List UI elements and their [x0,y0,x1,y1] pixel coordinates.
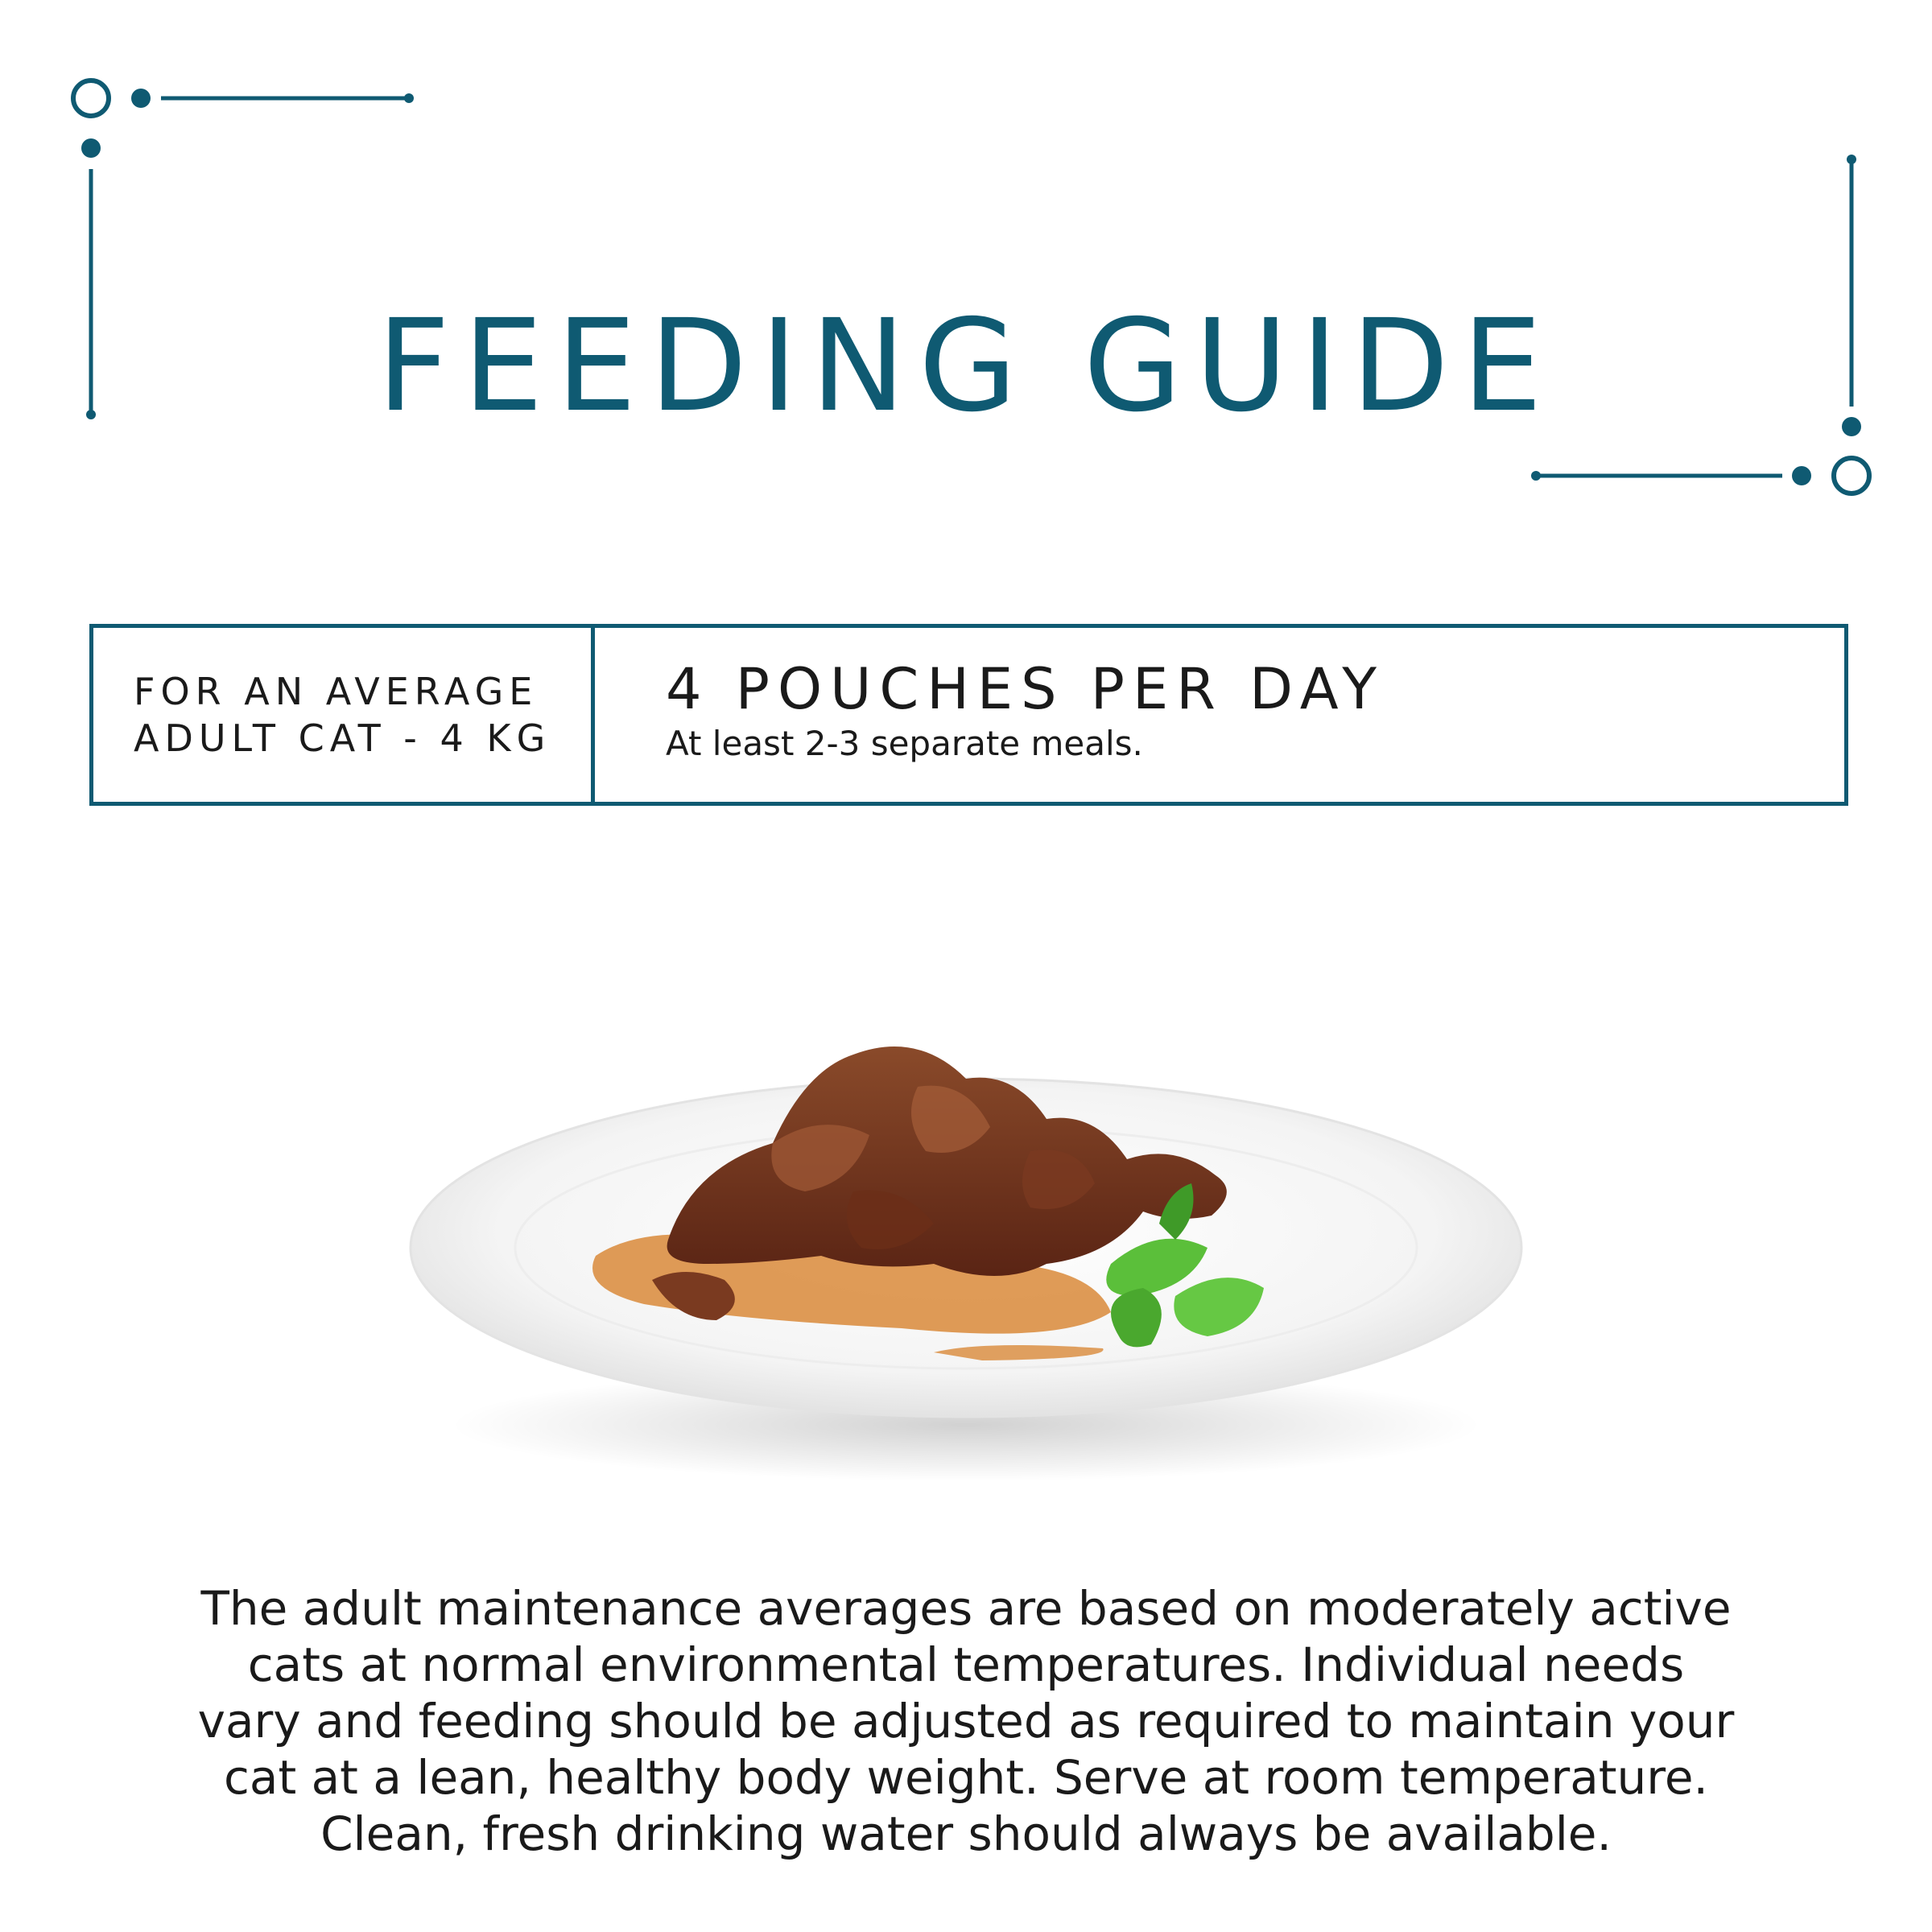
feeding-guide-table [89,624,1848,806]
cat-weight-label-line2: ADULT CAT - 4 KG [134,716,551,760]
daily-amount: 4 POUCHES PER DAY [666,656,1385,722]
cat-weight-cell [93,628,595,802]
cat-weight-label-line1: FOR AN AVERAGE [134,670,539,713]
daily-amount-cell [595,620,1844,802]
meals-note: At least 2-3 separate meals. [666,724,1143,763]
feeding-instructions-text: The adult maintenance averages are based on moderately active cats at normal environmental temperatures. Individual needs vary and feeding should be adjusted as required to maintain your cat at a lean, healthy body weight. Serve at room temperature. Clean, fresh drinking water should always be available. [197,1581,1735,1861]
plate-with-meat-and-mint-illustration [402,1022,1530,1505]
page-title: FEEDING GUIDE [377,291,1555,440]
